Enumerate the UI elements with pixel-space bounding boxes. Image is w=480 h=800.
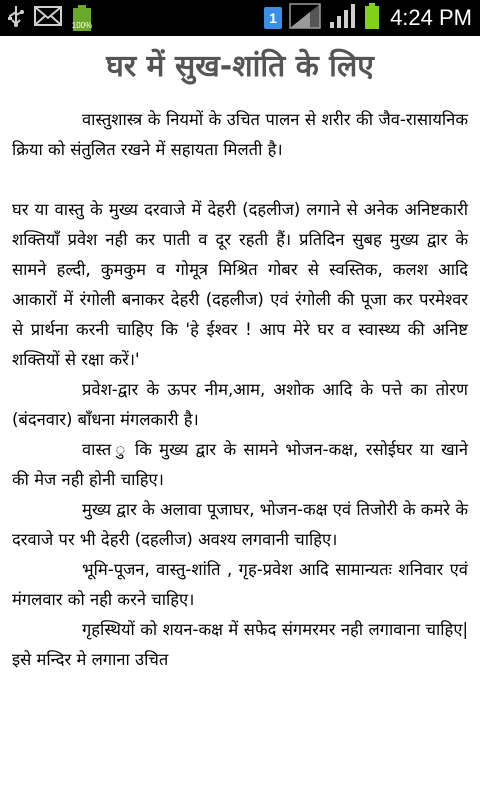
signal-strength-icon-2 bbox=[328, 2, 358, 34]
article-paragraph: वास्त ु कि मुख्य द्वार के सामने भोजन-कक्ष, रसोईघर या खाने की मेज नही होनी चाहिए। bbox=[12, 440, 468, 489]
article-paragraph: वास्तुशास्त्र के नियमों के उचित पालन से शरीर की जैव-रासायनिक क्रिया को संतुलित रखने में सहायता मिलती है। bbox=[12, 110, 468, 159]
status-bar bbox=[0, 0, 480, 36]
article bbox=[0, 44, 480, 675]
sim-slot-badge: 1 bbox=[264, 7, 282, 29]
clock: 4:24 PM bbox=[390, 5, 472, 30]
article-paragraph: गृहस्थियों को शयन-कक्ष में सफेद संगमरमर नही लगावाना चाहिए| इसे मन्दिर मे लगाना उचित bbox=[12, 620, 468, 669]
system-icons bbox=[264, 4, 472, 32]
usb-icon bbox=[6, 4, 26, 32]
battery-status-icon bbox=[70, 4, 94, 32]
article-paragraph: भूमि-पूजन, वास्तु-शांति , गृह-प्रवेश आदि सामान्यतः शनिवार एवं मंगलवार को नही करने चाहिए। bbox=[12, 560, 468, 609]
battery-percent-label: 100% bbox=[71, 21, 93, 30]
article-paragraph: घर या वास्तु के मुख्य दरवाजे में देहरी (दहलीज) लगाने से अनेक अनिष्टकारी शक्तियाँ प्रवेश नही कर पाती व दूर रहती हैं। प्रतिदिन सुबह मुख्य द्वार के सामने हल्दी, कुमकुम व गोमूत्र मिश्रित गोबर से स्वस्तिक, कलश आदि आकारों में रंगोली बनाकर देहरी (दहलीज) एवं रंगोली की पूजा कर परमेश्वर से प्रार्थना करनी चाहिए कि 'हे ईश्वर ! आप मेरे घर व स्वास्थ्य की अनिष्ट शक्तियों से रक्षा करें।' bbox=[12, 200, 468, 369]
signal-strength-icon bbox=[288, 2, 322, 34]
mail-icon bbox=[34, 6, 62, 30]
article-paragraph: मुख्य द्वार के अलावा पूजाघर, भोजन-कक्ष एवं तिजोरी के कमरे के दरवाजे पर भी देहरी (दहलीज) अवश्य लगवानी चाहिए। bbox=[12, 500, 468, 549]
battery-icon bbox=[364, 2, 380, 34]
article-title: घर में सुख-शांति के लिए bbox=[106, 49, 374, 84]
article-paragraph: प्रवेश-द्वार के ऊपर नीम,आम, अशोक आदि के पत्ते का तोरण (बंदनवार) बाँधना मंगलकारी है। bbox=[12, 380, 468, 429]
notification-icons bbox=[6, 4, 94, 32]
